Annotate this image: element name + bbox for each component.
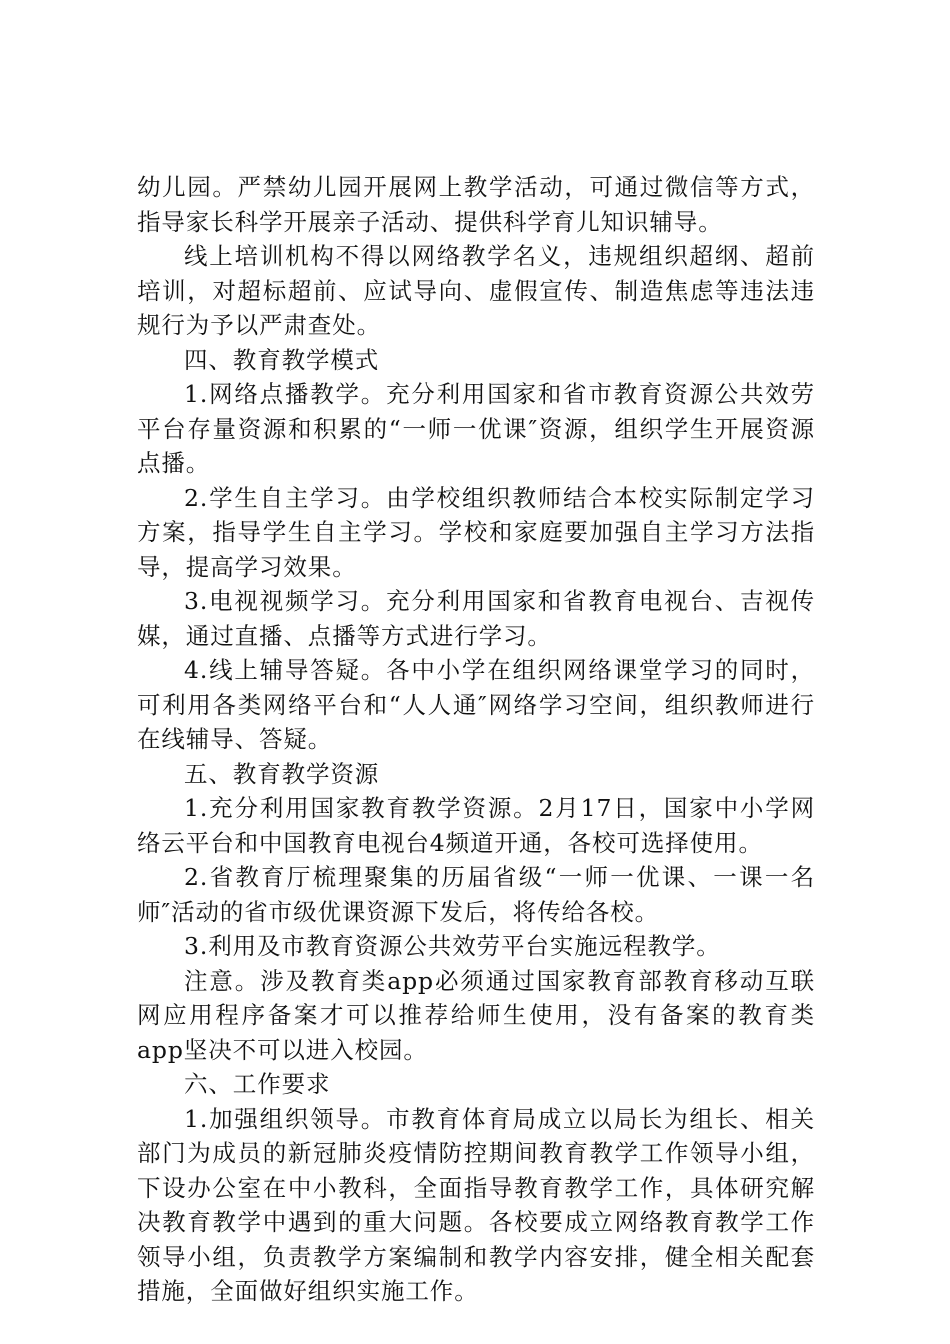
section-heading-teaching-mode: 四、教育教学模式: [184, 345, 380, 374]
paragraph-tv-video: 3.电视视频学习。充分利用国家和省教育电视台、吉视传媒，通过直播、点播等方式进行学习。: [137, 587, 815, 650]
paragraph-kindergarten: 幼儿园。严禁幼儿园开展网上教学活动，可通过微信等方式，指导家长科学开展亲子活动、提供科学育儿知识辅导。: [137, 173, 815, 236]
paragraph-online-on-demand: 1.网络点播教学。充分利用国家和省市教育资源公共效劳平台存量资源和积累的“一师一优课″资源，组织学生开展资源点播。: [137, 380, 815, 477]
paragraph-online-tutoring: 4.线上辅导答疑。各中小学在组织网络课堂学习的同时，可利用各类网络平台和“人人通″网络学习空间，组织教师进行在线辅导、答疑。: [137, 656, 815, 753]
paragraph-leadership: 1.加强组织领导。市教育体育局成立以局长为组长、相关部门为成员的新冠肺炎疫情防控期间教育教学工作领导小组，下设办公室在中小教科，全面指导教育教学工作，具体研究解决教育教学中遇到的重大问题。各校要成立网络教育教学工作领导小组，负责教学方案编制和教学内容安排，健全相关配套措施，全面做好组织实施工作。: [137, 1104, 815, 1305]
paragraph-remote-teaching: 3.利用及市教育资源公共效劳平台实施远程教学。: [184, 932, 721, 960]
section-heading-requirements: 六、工作要求: [184, 1070, 331, 1098]
paragraph-self-study: 2.学生自主学习。由学校组织教师结合本校实际制定学习方案，指导学生自主学习。学校和家庭要加强自主学习方法指导，提高学习效果。: [137, 483, 815, 581]
paragraph-national-resources: 1.充分利用国家教育教学资源。2月17日，国家中小学网络云平台和中国教育电视台4频道开通，各校可选择使用。: [137, 794, 815, 857]
paragraph-app-notice: 注意。涉及教育类app必须通过国家教育部教育移动互联网应用程序备案才可以推荐给师生使用，没有备案的教育类app坚决不可以进入校园。: [137, 966, 815, 1064]
section-heading-resources: 五、教育教学资源: [184, 759, 380, 788]
document-body: [137, 170, 815, 1309]
paragraph-online-training: 线上培训机构不得以网络教学名义，违规组织超纲、超前培训，对超标超前、应试导向、虚假宣传、制造焦虑等违法违规行为予以严肃查处。: [137, 242, 815, 339]
paragraph-provincial-resources: 2.省教育厅梳理聚集的历届省级“一师一优课、一课一名师″活动的省市级优课资源下发后，将传给各校。: [137, 863, 815, 926]
